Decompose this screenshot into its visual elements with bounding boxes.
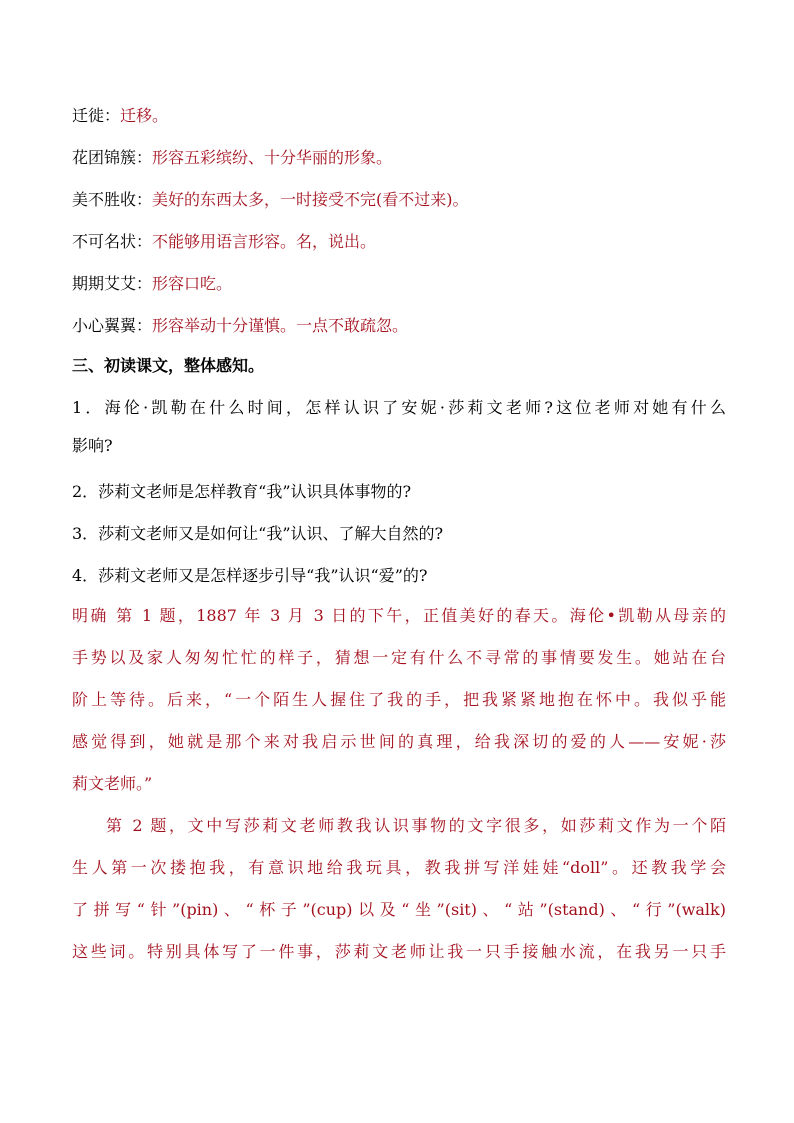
answer-line: 莉文老师。” [72,774,153,793]
vocab-entry [72,272,726,296]
answer-line: 了拼写“针”(pin)、“杯子”(cup)以及“坐”(sit)、“站”(stand)、“行”(walk) [72,900,726,919]
vocab-entry [72,188,726,212]
answer-line: 明确 第 1 题，1887 年 3 月 3 日的下午，正值美好的春天。海伦•凯勒从母亲的 [72,606,726,625]
vocab-term: 花团锦簇： [72,148,153,167]
vocab-definition: 形容举动十分谨慎。一点不敢疏忽。 [152,316,409,335]
vocab-entry [72,104,726,128]
question-1-line-1: 1．海伦·凯勒在什么时间，怎样认识了安妮·莎莉文老师?这位老师对她有什么 [72,398,726,417]
question-3: 3．莎莉文老师又是如何让“我”认识、了解大自然的? [72,524,444,543]
vocab-entry [72,230,726,254]
vocab-definition: 不能够用语言形容。名，说出。 [152,232,377,251]
answer-line: 第 2 题，文中写莎莉文老师教我认识事物的文字很多，如莎莉文作为一个陌 [106,816,726,835]
vocab-definition: 美好的东西太多，一时接受不完(看不过来)。 [152,190,469,209]
answer-line: 阶上等待。后来，“一个陌生人握住了我的手，把我紧紧地抱在怀中。我似乎能 [72,690,726,709]
vocab-term: 期期艾艾： [72,274,153,293]
answer-line: 生人第一次搂抱我，有意识地给我玩具，教我拼写洋娃娃“doll”。还教我学会 [72,858,726,877]
vocab-entry [72,146,726,170]
answer-line: 这些词。特别具体写了一件事，莎莉文老师让我一只手接触水流，在我另一只手 [72,942,726,961]
vocab-term: 不可名状： [72,232,153,251]
answer-line: 感觉得到，她就是那个来对我启示世间的真理，给我深切的爱的人——安妮·莎 [72,732,726,751]
vocab-definition: 形容五彩缤纷、十分华丽的形象。 [152,148,393,167]
vocab-term: 小心翼翼： [72,316,153,335]
question-2: 2．莎莉文老师是怎样教育“我”认识具体事物的? [72,482,412,501]
question-1-line-2: 影响? [72,436,113,455]
question-4: 4．莎莉文老师又是怎样逐步引导“我”认识“爱”的? [72,566,428,585]
section-heading: 三、初读课文，整体感知。 [72,356,265,375]
vocab-definition: 迁移。 [120,106,169,125]
vocab-term: 迁徙： [72,106,121,125]
vocab-entry [72,314,726,338]
vocab-definition: 形容口吃。 [152,274,233,293]
answer-line: 手势以及家人匆匆忙忙的样子，猜想一定有什么不寻常的事情要发生。她站在台 [72,648,726,667]
vocab-term: 美不胜收： [72,190,153,209]
